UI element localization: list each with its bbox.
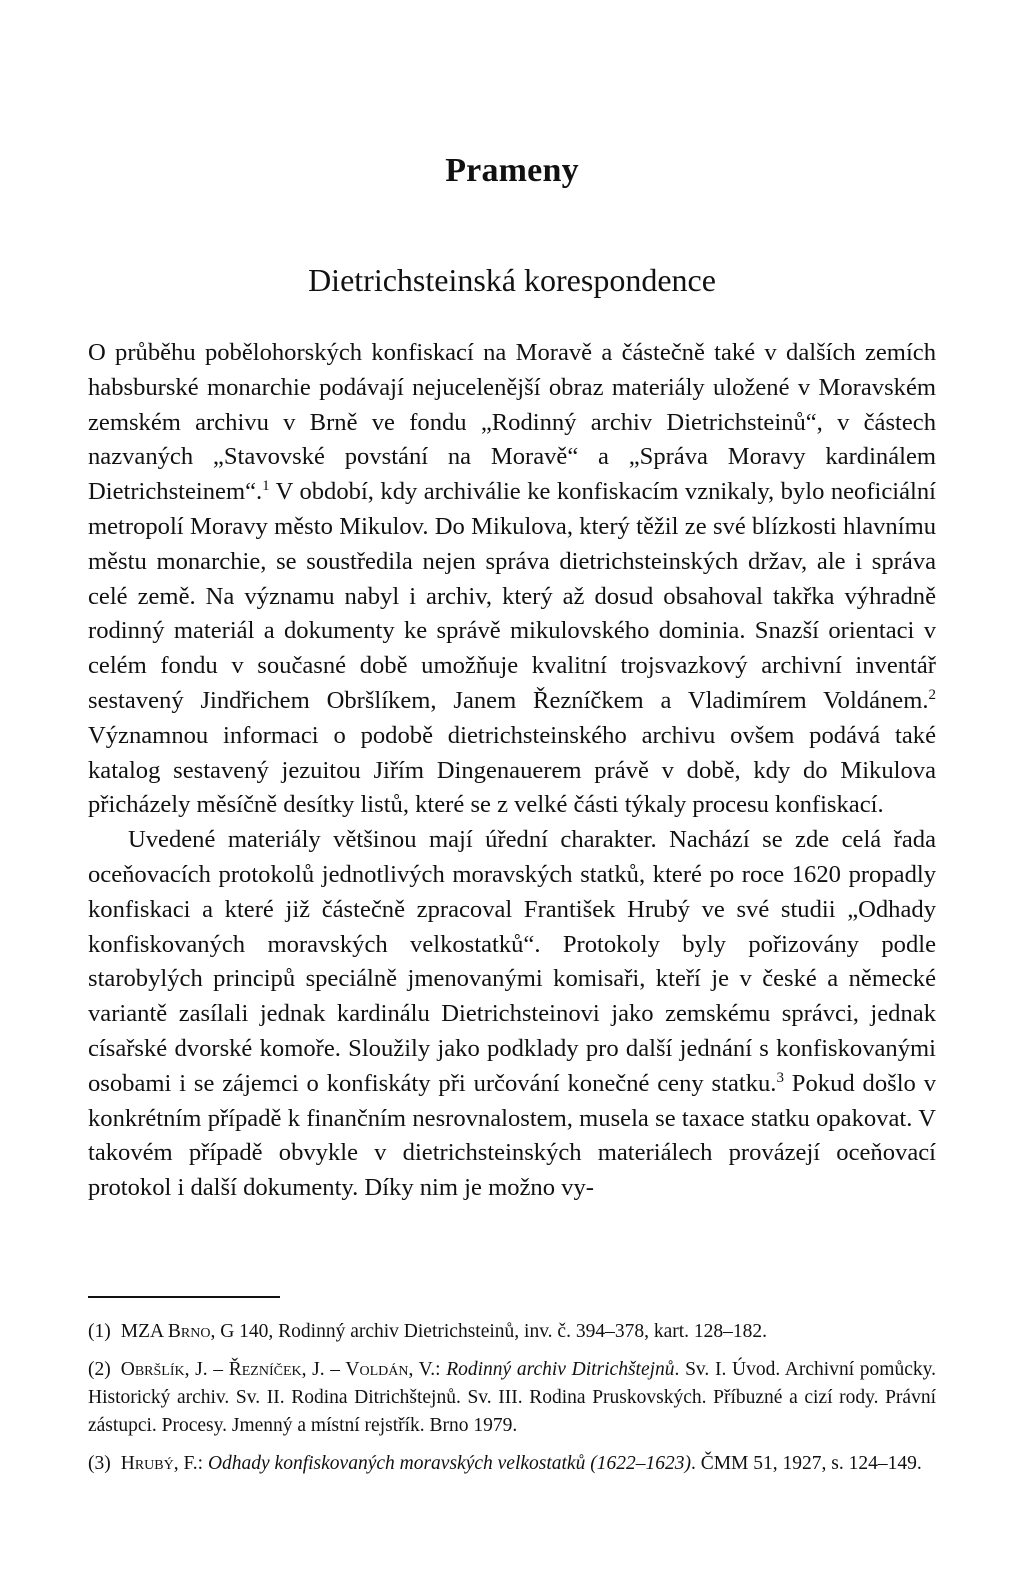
footnote-author: Obršlík, J. – Řezníček, J. – Voldán, V. xyxy=(120,1359,436,1380)
footnote-text: . Sv. I. Úvod. Archivní pomůcky. Historický archiv. Sv. II. Rodina Ditrichštejnů. Sv. III. Rodina Pruskovských. Příbuzné a cizí rody. Právní zástupci. Procesy. Jmenný a místní rejstřík. Brno 1979. xyxy=(88,1359,936,1436)
footnote-separator: : xyxy=(197,1453,208,1474)
footnote-divider xyxy=(88,1296,280,1298)
paragraph-1-part-3: Významnou informaci o podobě dietrichsteinského archivu ovšem podává také katalog sestavený jezuitou Jiřím Dingenauerem právě v době, kdy do Mikulova přicházely měsíčně desítky listů, které se z velké části týkaly procesu konfiskací. xyxy=(88,721,936,819)
footnote-number: (1) xyxy=(88,1321,111,1342)
footnote-author: Hrubý, F. xyxy=(120,1453,198,1474)
footnote-text: , G 140, Rodinný archiv Dietrichsteinů, inv. č. 394–378, kart. 128–182. xyxy=(210,1321,768,1342)
body-text xyxy=(88,336,936,1206)
section-heading: Dietrichsteinská korespondence xyxy=(308,262,716,298)
footnote-work-title: Rodinný archiv Ditrichštejnů xyxy=(446,1359,675,1380)
footnote-ref-1[interactable]: 1 xyxy=(262,478,270,494)
chapter-title: Prameny xyxy=(445,152,579,189)
footnotes xyxy=(88,1318,936,1488)
paragraph-1 xyxy=(88,336,936,823)
footnote-author: MZA Brno xyxy=(120,1321,211,1342)
footnote-2 xyxy=(88,1356,936,1440)
footnote-number: (3) xyxy=(88,1453,111,1474)
footnote-1 xyxy=(88,1318,936,1346)
document-page xyxy=(88,0,936,1574)
footnote-text: . ČMM 51, 1927, s. 124–149. xyxy=(690,1453,922,1474)
paragraph-1-part-2: V období, kdy archiválie ke konfiskacím vznikaly, bylo neoficiální metropolí Moravy město Mikulov. Do Mikulova, který těžil ze své blízkosti hlavnímu městu monarchie, se soustředila nejen správa dietrichsteinských držav, ale i správa celé země. Na významu nabyl i archiv, který až dosud obsahoval takřka výhradně rodinný materiál a dokumenty ke správě mikulovského dominia. Snazší orientaci v celém fondu v současné době umožňuje kvalitní trojsvazkový archivní inventář sestavený Jindřichem Obršlíkem, Janem Řezníčkem a Vladimírem Voldánem. xyxy=(88,478,936,714)
footnote-work-title: Odhady konfiskovaných moravských velkostatků (1622–1623) xyxy=(207,1453,691,1474)
footnote-ref-2[interactable]: 2 xyxy=(928,686,936,703)
paragraph-2-part-1: Uvedené materiály většinou mají úřední charakter. Nachází se zde celá řada oceňovacích protokolů jednotlivých moravských statků, které po roce 1620 propadly konfiskaci a které již částečně zpracoval František Hrubý ve své studii „Odhady konfiskovaných moravských velkostatků“. Protokoly byly pořizovány podle starobylých principů speciálně jmenovanými komisaři, kteří je v české a německé variantě zasílali jednak kardinálu Dietrichsteinovi jako zemskému správci, jednak císařské dvorské komoře. Sloužily jako podklady pro další jednání s konfiskovanými osobami i se zájemci o konfiskáty při určování konečné ceny statku. xyxy=(88,826,936,1097)
footnote-separator: : xyxy=(435,1359,447,1380)
paragraph-2-part-2: Pokud došlo v konkrétním případě k finančním nesrovnalostem, musela se taxace statku opakovat. V takovém případě obvykle v dietrichsteinských materiálech provázejí oceňovací protokol i další dokumenty. Díky nim je možno vy- xyxy=(88,1069,936,1202)
footnote-ref-3[interactable]: 3 xyxy=(776,1069,784,1086)
footnote-3 xyxy=(88,1450,936,1478)
paragraph-2 xyxy=(88,823,936,1206)
footnote-number: (2) xyxy=(88,1359,111,1380)
paragraph-1-part-1: O průběhu pobělohorských konfiskací na Moravě a částečně také v dalších zemích habsburské monarchie podávají nejucelenější obraz materiály uložené v Moravském zemském archivu v Brně ve fondu „Rodinný archiv Dietrichsteinů“, v částech nazvaných „Stavovské povstání na Moravě“ a „Správa Moravy kardinálem Dietrichsteinem“. xyxy=(88,339,936,506)
